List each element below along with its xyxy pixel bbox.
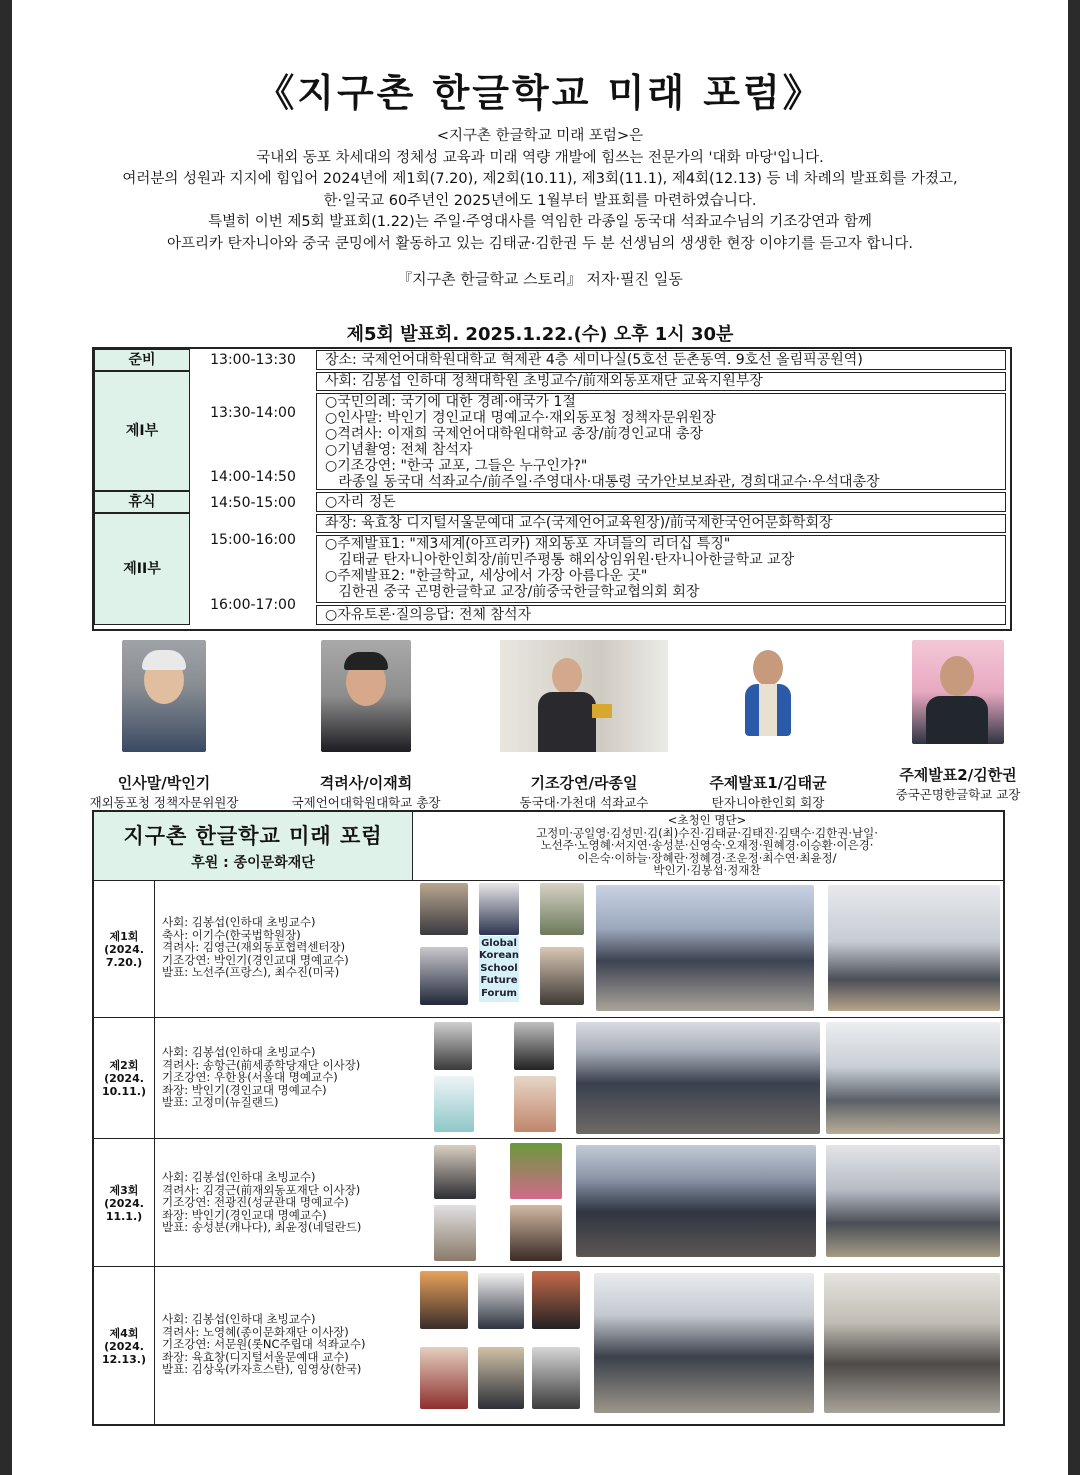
book-cover-image [434, 1076, 474, 1132]
speaker-photo [122, 640, 206, 752]
speaker-photo [500, 640, 668, 752]
speaker-card [276, 640, 456, 811]
round-info-line: 기조강연: 전광진(성균관대 명예교수) [162, 1195, 349, 1209]
guest-list-line: 노선주·노영혜·서지연·송성분·신영숙·오재정·원혜경·이승환·이은경· [540, 838, 874, 852]
portrait-photo [478, 1273, 524, 1329]
speaker-title: 국제언어대학원대학교 총장 [291, 795, 441, 810]
program-item: 김태균 탄자니아한인회장/前민주평통 해외상임위원·탄자니아한글학교 교장 [325, 552, 795, 568]
round-info-line: 발표: 송성분(캐나다), 최윤정(네덜란드) [162, 1220, 362, 1234]
round-info-line: 좌장: 박인기(경인교대 명예교수) [162, 1207, 327, 1222]
forum-round-row [94, 1266, 1003, 1425]
group-photo [576, 1022, 820, 1134]
speaker-role: 기조강연/라종일 [530, 774, 638, 792]
round-info-line: 격려사: 송항근(前세종학당재단 이사장) [162, 1057, 361, 1072]
speaker-title: 동국대·가천대 석좌교수 [519, 795, 649, 810]
round-info-line: 발표: 노선주(프랑스), 최수진(미국) [162, 965, 340, 979]
round-info-line: 사회: 김봉섭(인하대 초빙교수) [162, 1312, 316, 1326]
speaker-card [868, 640, 1048, 803]
portrait-photo [540, 883, 584, 935]
intro-line: <지구촌 한글학교 미래 포럼>은 [436, 128, 644, 144]
round-label: 제3회 (2024. 11.1.) [94, 1139, 155, 1267]
portrait-photo [540, 947, 584, 1005]
intro-line: 여러분의 성원과 지지에 힘입어 2024년에 제1회(7.20), 제2회(10.11), 제3회(11.1), 제4회(12.13) 등 네 차례의 발표회를 가졌고, [122, 171, 958, 187]
guest-list-line: 박인기·김봉섭·정재찬 [653, 863, 761, 877]
round-info-line: 축사: 이기수(한국법학원장) [162, 927, 301, 942]
portrait-photo [510, 1205, 562, 1261]
forum-sponsor: 후원 : 종이문화재단 [191, 855, 315, 871]
speaker-photo [912, 640, 1004, 744]
schedule-label-break: 휴식 [94, 491, 190, 513]
speaker-title: 중국곤명한글학교 교장 [895, 787, 1021, 802]
forum-round-row [94, 1017, 1003, 1139]
session-title: 제5회 발표회. 2025.1.22.(수) 오후 1시 30분 [346, 324, 734, 345]
event-photo [828, 885, 1000, 1011]
portrait-photo [510, 1143, 562, 1199]
schedule-host: 사회: 김봉섭 인하대 정책대학원 초빙교수/前재외동포재단 교육지원부장 [316, 372, 1006, 391]
group-photo [596, 885, 814, 1011]
schedule-venue: 장소: 국제언어대학원대학교 혁제관 4층 세미나실(5호선 둔촌동역. 9호선 올림픽공원역) [316, 350, 1006, 370]
schedule-break-text: ○자리 정돈 [316, 492, 1006, 512]
page-title: 《지구촌 한글학교 미래 포럼》 [256, 71, 824, 115]
schedule-discussion: ○자유토론·질의응답: 전체 참석자 [316, 605, 1006, 625]
round-label: 제4회 (2024. 12.13.) [94, 1267, 155, 1425]
portrait-photo [479, 883, 519, 935]
speaker-photo [735, 640, 801, 752]
round-info [162, 1313, 365, 1376]
document-page [12, 0, 1068, 1475]
portrait-photo [420, 947, 468, 1005]
round-info-line: 기조강연: 우한용(서울대 명예교수) [162, 1070, 338, 1084]
schedule-part1-program [316, 393, 1006, 490]
speaker-role: 주제발표1/김태균 [709, 774, 827, 792]
program-item: ○국민의례: 국기에 대한 경례·애국가 1절 [325, 394, 576, 410]
intro-line: 한·일국교 60주년인 2025년에도 1월부터 발표회를 마련하였습니다. [323, 192, 757, 209]
round-info [162, 916, 349, 979]
round-info [162, 1046, 360, 1109]
portrait-photo [434, 1205, 476, 1261]
speaker-role: 주제발표2/김한권 [899, 766, 1017, 784]
portrait-photo [420, 883, 468, 935]
round-info-line: 격려사: 김경근(前재외동포재단 이사장) [162, 1182, 361, 1197]
schedule-time: 15:00-16:00 [210, 532, 296, 548]
event-photo [826, 1022, 1000, 1134]
portrait-photo [420, 1271, 468, 1329]
forum-round-row [94, 1138, 1003, 1267]
intro-text [52, 126, 1028, 255]
schedule-time: 14:00-14:50 [210, 469, 296, 485]
author-line: 『지구촌 한글학교 스토리』 저자·필진 일동 [397, 270, 683, 288]
forum-history-table [92, 810, 1005, 1426]
speaker-role: 인사말/박인기 [117, 774, 211, 792]
round-info-line: 사회: 김봉섭(인하대 초빙교수) [162, 1045, 316, 1059]
portrait-photo [532, 1271, 580, 1329]
group-photo [594, 1273, 814, 1413]
guest-list-line: 고정미·공일영·김성민·김(최)수진·김태균·김태진·김택수·김한권·남일· [536, 825, 878, 840]
round-info-line: 발표: 고정미(뉴질랜드) [162, 1095, 279, 1109]
program-item: ○인사말: 박인기 경인교대 명예교수·재외동포청 정책자문위원장 [325, 410, 716, 426]
round-info-line: 사회: 김봉섭(인하대 초빙교수) [162, 1170, 316, 1184]
guest-list [414, 814, 1000, 877]
program-item: ○기념촬영: 전체 참석자 [325, 442, 473, 458]
round-label: 제1회 (2024. 7.20.) [94, 881, 155, 1018]
intro-line: 국내외 동포 차세대의 정체성 교육과 미래 역량 개발에 힘쓰는 전문가의 '대화 마당'입니다. [256, 149, 824, 166]
speaker-title: 탄자니아한인회 회장 [711, 795, 825, 810]
program-item: ○기조강연: "한국 교포, 그들은 누구인가?" [325, 458, 588, 474]
program-item: ○주제발표2: "한글학교, 세상에서 가장 아름다운 곳" [325, 568, 648, 584]
schedule-part2-program [316, 535, 1006, 603]
schedule-time: 13:00-13:30 [210, 352, 296, 368]
forum-english-label: Global Korean School Future Forum [479, 936, 519, 1002]
speaker-card [678, 640, 858, 811]
schedule-time: 13:30-14:00 [210, 405, 296, 421]
schedule-chair: 좌장: 육효창 디지털서울문예대 교수(국제언어교육원장)/前국제한국언어문화학회장 [316, 514, 1006, 533]
schedule-label-part2: 제II부 [94, 513, 190, 625]
event-photo [824, 1273, 1000, 1413]
intro-line: 아프리카 탄자니아와 중국 쿤밍에서 활동하고 있는 김태균·김한권 두 분 선생님의 생생한 현장 이야기를 듣고자 합니다. [166, 235, 914, 252]
speaker-title: 재외동포청 정책자문위원장 [89, 795, 239, 810]
round-info [162, 1171, 361, 1234]
round-info-line: 사회: 김봉섭(인하대 초빙교수) [162, 915, 316, 929]
schedule-time: 14:50-15:00 [210, 495, 296, 511]
intro-line: 특별히 이번 제5회 발표회(1.22)는 주일·주영대사를 역임한 라종일 동국대 석좌교수님의 기조강연과 함께 [208, 214, 872, 230]
round-info-line: 좌장: 박인기(경인교대 명예교수) [162, 1082, 327, 1097]
round-info-line: 좌장: 육효창(디지털서울문예대 교수) [162, 1349, 349, 1364]
portrait-photo [434, 1022, 472, 1070]
speaker-photo [321, 640, 411, 752]
round-label: 제2회 (2024. 10.11.) [94, 1018, 155, 1139]
forum-header [94, 812, 413, 881]
round-info-line: 기조강연: 박인기(경인교대 명예교수) [162, 952, 349, 967]
speaker-card [494, 640, 674, 811]
portrait-photo [532, 1347, 580, 1409]
program-item: ○격려사: 이재희 국제언어대학원대학교 총장/前경인교대 총장 [325, 426, 704, 442]
round-info-line: 기조강연: 서문원(롯NC주립대 석좌교수) [162, 1337, 366, 1351]
schedule-label-part1: 제I부 [94, 371, 190, 491]
group-photo [576, 1145, 816, 1257]
event-photo [826, 1145, 1000, 1257]
portrait-photo [514, 1076, 556, 1132]
forum-title: 지구촌 한글학교 미래 포럼 [123, 824, 383, 848]
guest-list-line: 이은숙·이하늘·장혜란·정혜경·조운정·최수연·최윤정/ [577, 850, 837, 865]
speaker-card [74, 640, 254, 811]
schedule-time: 16:00-17:00 [210, 597, 296, 613]
portrait-photo [514, 1022, 554, 1070]
forum-round-row [94, 880, 1003, 1018]
speaker-role: 격려사/이재희 [319, 774, 413, 792]
program-item: ○주제발표1: "제3세계(아프리카) 재외동포 자녀들의 리더십 특징" [325, 536, 731, 552]
program-item: 김한권 중국 곤명한글학교 교장/前중국한글학교협의회 회장 [325, 584, 700, 600]
schedule-label-prep: 준비 [94, 349, 190, 371]
portrait-photo [434, 1145, 476, 1199]
portrait-photo [420, 1347, 468, 1409]
program-item: 라종일 동국대 석좌교수/前주일·주영대사·대통령 국가안보보좌관, 경희대교수·우석대총장 [325, 474, 880, 490]
round-info-line: 격려사: 노영혜(종이문화재단 이사장) [162, 1324, 349, 1339]
portrait-photo [478, 1347, 524, 1409]
round-info-line: 발표: 김상욱(카자흐스탄), 임영상(한국) [162, 1362, 362, 1376]
guest-list-header: <초청인 명단> [667, 813, 747, 827]
round-info-line: 격려사: 김영근(재외동포협력센터장) [162, 940, 346, 954]
schedule-table [92, 347, 1012, 631]
